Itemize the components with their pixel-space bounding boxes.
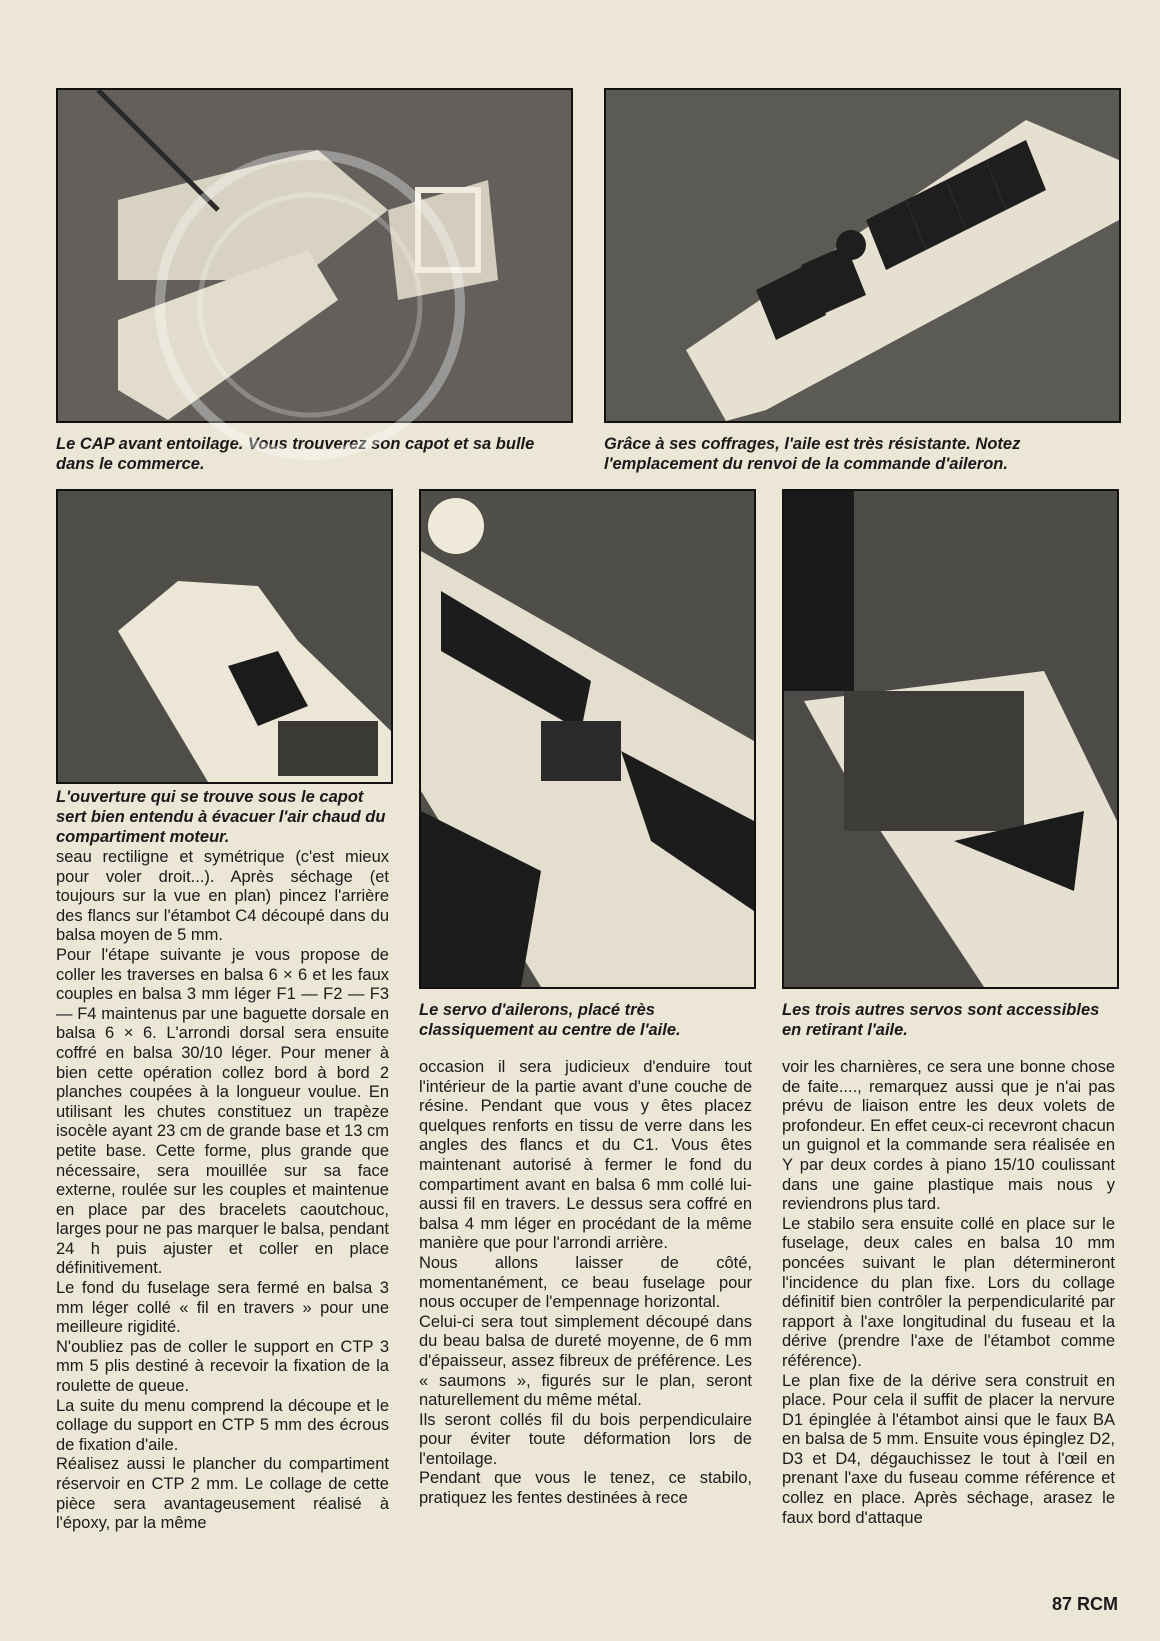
photo-cowl-opening: [56, 489, 393, 784]
article-column-3: [782, 1058, 1115, 1528]
caption-cap-before-covering: Le CAP avant entoilage. Vous trouverez son capot et sa bulle dans le commerce.: [56, 435, 535, 473]
paragraph: N'oubliez pas de coller le support en CTP 3 mm 5 plis destiné à recevoir la fixation de la roulette de queue.: [56, 1337, 389, 1396]
paragraph: seau rectiligne et symétrique (c'est mieux pour voler droit...). Après séchage (et toujours sur la vue en plan) pincez l'arrière des flancs sur l'étambot C4 découpé dans du balsa moyen de 5 mm.: [56, 848, 389, 945]
paragraph: Réalisez aussi le plancher du compartiment réservoir en CTP 2 mm. Le collage de cette pièce sera avantageusement réalisé à l'époxy, par la même: [56, 1455, 389, 1533]
caption-aileron-servo: Le servo d'ailerons, placé très classiquement au centre de l'aile.: [419, 1001, 681, 1039]
photo-aileron-servo: [419, 489, 756, 989]
paragraph: Celui-ci sera tout simplement découpé dans du beau balsa de dureté moyenne, de 6 mm d'épaisseur, assez fibreux de préférence. Les « saumons », figurés sur le plan, seront naturellement du même métal.: [419, 1312, 752, 1410]
photo-fuselage-servos: [782, 489, 1119, 989]
caption-wing: Grâce à ses coffrages, l'aile est très résistante. Notez l'emplacement du renvoi de la commande d'aileron.: [604, 435, 1021, 473]
paragraph: voir les charnières, ce sera une bonne chose de faite...., remarquez aussi que je n'ai pas prévu de liaison entre les deux volets de profondeur. En effet ceux-ci recevront chacun un guignol et la commande sera réalisée en Y par deux cordes à piano 15/10 coulissant dans une gaine plastique mais nous y reviendrons plus tard.: [782, 1058, 1115, 1214]
page-number: 87 RCM: [1051, 1594, 1118, 1614]
paragraph: Nous allons laisser de côté, momentanément, ce beau fuselage pour nous occuper de l'empennage horizontal.: [419, 1253, 752, 1312]
paragraph: Pendant que vous le tenez, ce stabilo, pratiquez les fentes destinées à rece: [419, 1469, 752, 1508]
paragraph: Ils seront collés fil du bois perpendiculaire pour éviter toute déformation lors de l'entoilage.: [419, 1410, 752, 1468]
paragraph: Pour l'étape suivante je vous propose de coller les traverses en balsa 6 × 6 et les faux couples en balsa 3 mm léger F1 — F2 — F3 — F4 maintenus par une baguette dorsale en balsa 6 × 6. L'arrondi dorsal sera ensuite coffré en balsa 30/10 léger. Pour mener à bien cette opération collez bord à bord 2 planches coupées à la longueur voulue. En utilisant les chutes constituez un trapèze isocèle ayant 23 cm de grande base et 13 cm petite base. Cette forme, plus grande que nécessaire, sera mouillée sur sa face externe, roulée sur les couples et maintenue en place par des bracelets caoutchouc, larges pour ne pas marquer le balsa, pendant 24 h puis ajuster et coller en place définitivement.: [56, 945, 389, 1278]
photo-wing-image: [606, 90, 1119, 421]
paragraph: Le stabilo sera ensuite collé en place sur le fuselage, deux cales en balsa 10 mm poncées suivant le plan détermineront l'incidence du plan fixe. Lors du collage définitif bien contrôler la perpendicularité par rapport à l'axe longitudinal du fuseau et la dérive (prendre l'axe de l'étambot comme référence).: [782, 1214, 1115, 1370]
photo-servos-image: [784, 491, 1117, 987]
article-column-1: [56, 848, 389, 1534]
article-column-2: [419, 1058, 752, 1509]
photo-cap-before-covering: [56, 88, 573, 423]
photo-aileron-image: [421, 491, 754, 987]
photo-cap-image: [58, 90, 571, 421]
paragraph: Le fond du fuselage sera fermé en balsa 3 mm léger collé « fil en travers » pour une meilleure rigidité.: [56, 1279, 389, 1337]
caption-fuselage-servos: Les trois autres servos sont accessibles en retirant l'aile.: [782, 1001, 1100, 1039]
photo-wing: [604, 88, 1121, 423]
photo-cowl-image: [58, 491, 391, 782]
caption-cowl-opening: L'ouverture qui se trouve sous le capot sert bien entendu à évacuer l'air chaud du compartiment moteur.: [56, 788, 386, 846]
paragraph: occasion il sera judicieux d'enduire tout l'intérieur de la partie avant d'une couche de résine. Pendant que vous y êtes placez quelques renforts en tissu de verre dans les angles des flancs et du C1. Vous êtes maintenant autorisé à fermer le fond du compartiment avant en balsa 6 mm collé lui-aussi fil en travers. Le dessus sera coffré en balsa 4 mm léger en procédant de la même manière que pour l'arrondi arrière.: [419, 1058, 752, 1253]
paragraph: Le plan fixe de la dérive sera construit en place. Pour cela il suffit de placer la nervure D1 épinglée à l'étambot ainsi que le faux BA en balsa de 5 mm. Ensuite vous épinglez D2, D3 et D4, dégauchissez le tout à l'œil en prenant l'axe du fuseau comme référence et collez en place. Après séchage, arasez le faux bord d'attaque: [782, 1371, 1115, 1527]
paragraph: La suite du menu comprend la découpe et le collage du support en CTP 5 mm des écrous de fixation d'aile.: [56, 1396, 389, 1454]
